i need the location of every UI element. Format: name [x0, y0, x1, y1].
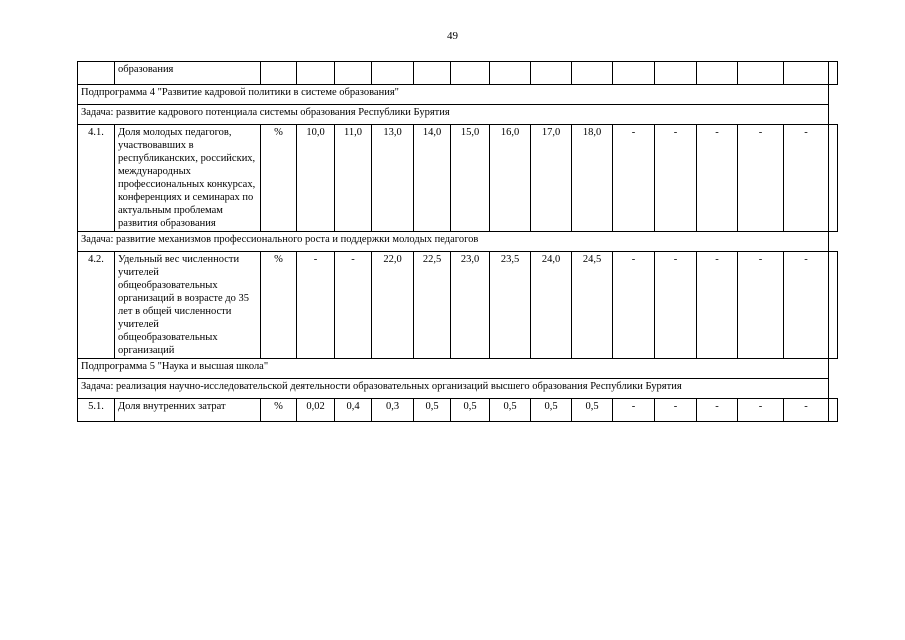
value-cell: [829, 399, 838, 422]
value-cell: 0,3: [372, 399, 414, 422]
value-cell: 0,5: [490, 399, 531, 422]
indicator-name: Удельный вес численности учителей общеобразовательных организаций в возрасте до 35 лет в общей численности учителей общеобразовательных организаций: [115, 252, 261, 359]
section-row: [78, 85, 838, 105]
value-cell: 0,4: [335, 399, 372, 422]
section-row: [78, 359, 838, 379]
value-cell: 0,02: [297, 399, 335, 422]
value-cell: [490, 62, 531, 85]
value-cell: 16,0: [490, 125, 531, 232]
row-number: 4.1.: [78, 125, 115, 232]
value-cell: -: [784, 399, 829, 422]
section-heading: Задача: реализация научно-исследовательской деятельности образовательных организаций высшего образования Республики Бурятия: [78, 379, 829, 399]
value-cell: 22,0: [372, 252, 414, 359]
value-cell: 11,0: [335, 125, 372, 232]
value-cell: -: [697, 252, 738, 359]
value-cell: 17,0: [531, 125, 572, 232]
indicator-name: Доля внутренних затрат: [115, 399, 261, 422]
value-cell: 0,5: [414, 399, 451, 422]
value-cell: [697, 62, 738, 85]
value-cell: 23,5: [490, 252, 531, 359]
value-cell: [335, 62, 372, 85]
value-cell: -: [655, 125, 697, 232]
section-row: [78, 232, 838, 252]
row-number: 4.2.: [78, 252, 115, 359]
value-cell: [829, 125, 838, 232]
value-cell: [738, 62, 784, 85]
value-cell: 14,0: [414, 125, 451, 232]
value-cell: [784, 62, 829, 85]
section-heading: Подпрограмма 4 "Развитие кадровой политики в системе образования": [78, 85, 829, 105]
value-cell: 15,0: [451, 125, 490, 232]
value-cell: [655, 62, 697, 85]
value-cell: -: [738, 125, 784, 232]
value-cell: -: [738, 399, 784, 422]
value-cell: 10,0: [297, 125, 335, 232]
value-cell: [572, 62, 613, 85]
section-heading: Задача: развитие механизмов профессионального роста и поддержки молодых педагогов: [78, 232, 829, 252]
value-cell: 22,5: [414, 252, 451, 359]
unit-cell: %: [261, 399, 297, 422]
indicator-name: Доля молодых педагогов, участвовавших в республиканских, российских, международных профессиональных конкурсах, конференциях и семинарах по актуальным проблемам развития образования: [115, 125, 261, 232]
row-number: [78, 62, 115, 85]
indicator-name: образования: [115, 62, 261, 85]
value-cell: [372, 62, 414, 85]
value-cell: -: [738, 252, 784, 359]
section-heading: Задача: развитие кадрового потенциала системы образования Республики Бурятия: [78, 105, 829, 125]
table-body: [78, 62, 838, 422]
value-cell: -: [655, 399, 697, 422]
indicators-table: [77, 61, 838, 422]
row-number: 5.1.: [78, 399, 115, 422]
value-cell: 24,0: [531, 252, 572, 359]
unit-cell: %: [261, 125, 297, 232]
value-cell: -: [655, 252, 697, 359]
value-cell: 0,5: [451, 399, 490, 422]
value-cell: 24,5: [572, 252, 613, 359]
value-cell: -: [784, 125, 829, 232]
value-cell: [829, 252, 838, 359]
value-cell: -: [697, 399, 738, 422]
value-cell: -: [697, 125, 738, 232]
value-cell: -: [297, 252, 335, 359]
unit-cell: [261, 62, 297, 85]
value-cell: 0,5: [531, 399, 572, 422]
value-cell: [613, 62, 655, 85]
value-cell: [297, 62, 335, 85]
value-cell: -: [784, 252, 829, 359]
value-cell: -: [613, 252, 655, 359]
value-cell: 23,0: [451, 252, 490, 359]
value-cell: [414, 62, 451, 85]
table-row: [78, 125, 838, 232]
page-number: 49: [447, 30, 458, 42]
section-row: [78, 105, 838, 125]
value-cell: 18,0: [572, 125, 613, 232]
value-cell: -: [613, 399, 655, 422]
section-heading: Подпрограмма 5 "Наука и высшая школа": [78, 359, 829, 379]
section-row: [78, 379, 838, 399]
table-row: [78, 62, 838, 85]
value-cell: [451, 62, 490, 85]
table-row: [78, 252, 838, 359]
value-cell: -: [335, 252, 372, 359]
value-cell: 0,5: [572, 399, 613, 422]
value-cell: 13,0: [372, 125, 414, 232]
value-cell: -: [613, 125, 655, 232]
table-row: [78, 399, 838, 422]
value-cell: [829, 62, 838, 85]
unit-cell: %: [261, 252, 297, 359]
value-cell: [531, 62, 572, 85]
